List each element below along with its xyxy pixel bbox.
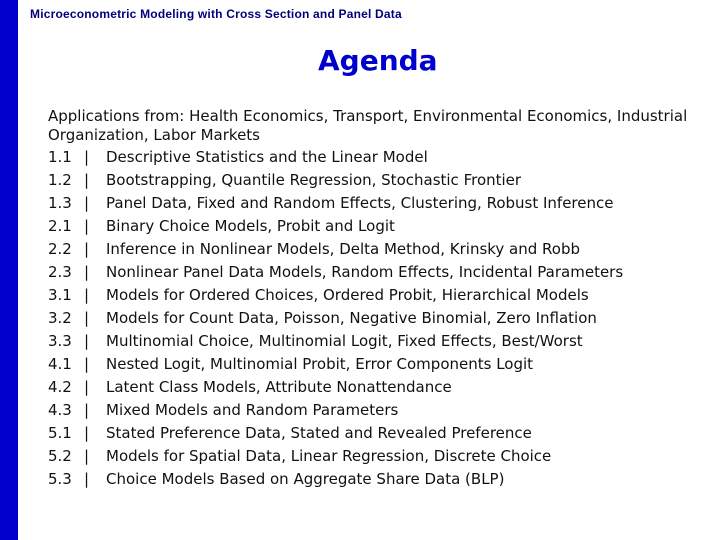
agenda-item-text: Multinomial Choice, Multinomial Logit, Fixed Effects, Best/Worst (106, 332, 583, 350)
agenda-item-number: 4.3 (48, 401, 72, 419)
agenda-item-text: Descriptive Statistics and the Linear Model (106, 148, 428, 166)
agenda-item-text: Panel Data, Fixed and Random Effects, Clustering, Robust Inference (106, 194, 614, 212)
agenda-item (48, 424, 623, 447)
agenda-item-text: Nonlinear Panel Data Models, Random Effects, Incidental Parameters (106, 263, 624, 281)
agenda-item (48, 309, 623, 332)
agenda-item-number: 5.1 (48, 424, 72, 442)
agenda-item (48, 378, 623, 401)
agenda-item (48, 332, 623, 355)
agenda-item-separator: | (84, 355, 90, 373)
agenda-item-text: Models for Ordered Choices, Ordered Probit, Hierarchical Models (106, 286, 589, 304)
left-accent-bar (0, 0, 18, 540)
agenda-item-separator: | (84, 263, 90, 281)
slide-header: Microeconometric Modeling with Cross Section and Panel Data (30, 7, 402, 21)
agenda-item-separator: | (84, 148, 90, 166)
agenda-item-separator: | (84, 332, 90, 350)
agenda-item-text: Bootstrapping, Quantile Regression, Stochastic Frontier (106, 171, 522, 189)
agenda-item-number: 1.1 (48, 148, 72, 166)
agenda-item (48, 447, 623, 470)
agenda-item-number: 5.2 (48, 447, 72, 465)
agenda-item-separator: | (84, 309, 90, 327)
agenda-item-number: 3.2 (48, 309, 72, 327)
agenda-item-separator: | (84, 217, 90, 235)
agenda-item-number: 4.2 (48, 378, 72, 396)
agenda-item-separator: | (84, 286, 90, 304)
agenda-item-number: 1.3 (48, 194, 72, 212)
agenda-item (48, 401, 623, 424)
agenda-item-text: Stated Preference Data, Stated and Revealed Preference (106, 424, 532, 442)
agenda-item-separator: | (84, 194, 90, 212)
agenda-item-text: Latent Class Models, Attribute Nonattendance (106, 378, 452, 396)
agenda-item-number: 2.2 (48, 240, 72, 258)
agenda-item (48, 148, 623, 171)
agenda-item-text: Nested Logit, Multinomial Probit, Error Components Logit (106, 355, 534, 373)
slide-title: Agenda (318, 44, 438, 77)
agenda-item-number: 2.1 (48, 217, 72, 235)
agenda-item-separator: | (84, 447, 90, 465)
agenda-item (48, 355, 623, 378)
agenda-item-text: Inference in Nonlinear Models, Delta Method, Krinsky and Robb (106, 240, 581, 258)
agenda-item-separator: | (84, 470, 90, 488)
agenda-item-separator: | (84, 424, 90, 442)
agenda-item-text: Models for Count Data, Poisson, Negative Binomial, Zero Inflation (106, 309, 597, 327)
agenda-item-text: Mixed Models and Random Parameters (106, 401, 399, 419)
agenda-item-separator: | (84, 240, 90, 258)
agenda-item-number: 3.1 (48, 286, 72, 304)
agenda-list (48, 148, 623, 493)
agenda-item-number: 2.3 (48, 263, 72, 281)
applications-intro: Applications from: Health Economics, Transport, Environmental Economics, Industrial Organization, Labor Markets (48, 107, 688, 144)
agenda-item (48, 286, 623, 309)
agenda-item-number: 4.1 (48, 355, 72, 373)
agenda-item (48, 263, 623, 286)
agenda-item-text: Choice Models Based on Aggregate Share Data (BLP) (106, 470, 505, 488)
agenda-item (48, 194, 623, 217)
agenda-item-number: 1.2 (48, 171, 72, 189)
agenda-item (48, 470, 623, 493)
agenda-item-number: 5.3 (48, 470, 72, 488)
agenda-item-separator: | (84, 401, 90, 419)
agenda-item-text: Models for Spatial Data, Linear Regression, Discrete Choice (106, 447, 552, 465)
agenda-item (48, 217, 623, 240)
agenda-item-text: Binary Choice Models, Probit and Logit (106, 217, 395, 235)
agenda-item (48, 240, 623, 263)
agenda-item-number: 3.3 (48, 332, 72, 350)
agenda-item (48, 171, 623, 194)
agenda-item-separator: | (84, 171, 90, 189)
agenda-item-separator: | (84, 378, 90, 396)
